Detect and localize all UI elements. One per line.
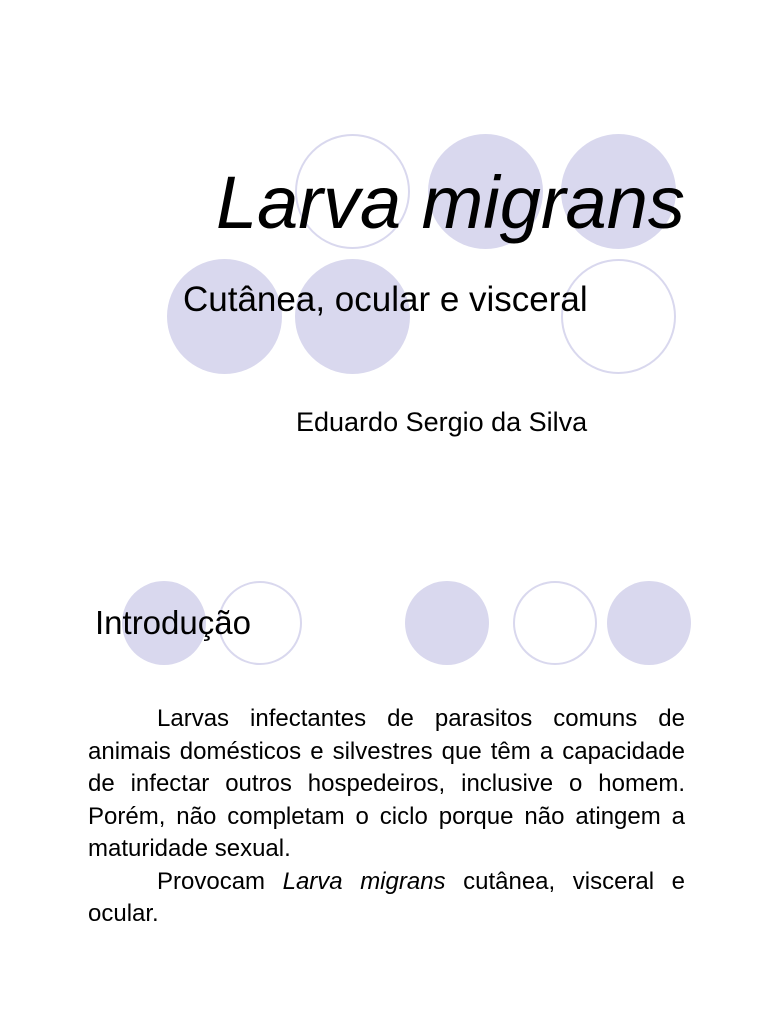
page-title: Larva migrans [216, 161, 685, 244]
body-paragraph [88, 866, 685, 931]
author-name: Eduardo Sergio da Silva [296, 407, 588, 437]
section-body [88, 703, 685, 931]
decorative-circle [405, 581, 489, 665]
decorative-circle [513, 581, 597, 665]
page-subtitle: Cutânea, ocular e visceral [183, 280, 588, 319]
paragraph-text: Provocam [157, 867, 283, 895]
decorative-circle [607, 581, 691, 665]
paragraph-emphasis: Larva migrans [282, 867, 446, 895]
paragraph-text: cutânea, visceral e ocular. [88, 867, 685, 927]
body-paragraph: Larvas infectantes de parasitos comuns de animais domésticos e silvestres que têm a capacidade de infectar outros hospedeiros, inclusive o homem. Porém, não completam o ciclo porque não atingem a maturidade sexual. [88, 705, 685, 862]
section-heading: Introdução [95, 604, 251, 641]
